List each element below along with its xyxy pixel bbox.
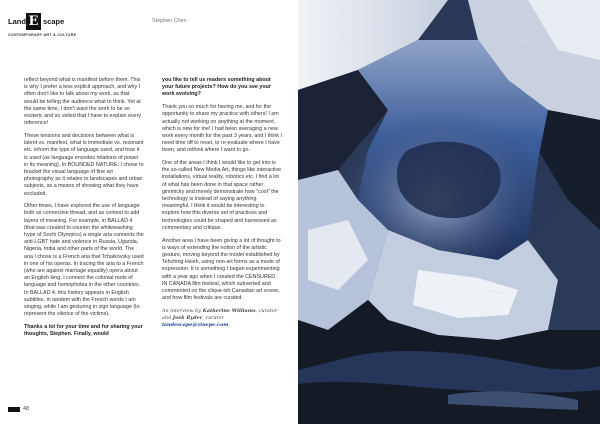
page-number-text: 48 — [23, 406, 30, 412]
left-text-column — [24, 77, 144, 344]
infrared-landscape-photo — [298, 0, 600, 424]
credit-name-1: Katherine Williams — [202, 307, 256, 314]
logo-text-scape: scape — [43, 17, 65, 26]
credit-email-link[interactable]: landescape@zinepe.com — [162, 321, 229, 328]
credit-role-1: , curator — [255, 307, 278, 314]
right-text-column — [162, 77, 282, 329]
logo-text-land: Land — [8, 17, 26, 26]
page-number — [8, 406, 29, 412]
body-paragraph: Another area I have been giving a lot of thought to is ways of extending the notion of the artistic gesture, moving beyond the model established by Tehching Hsieh, using non-art forms as a mode of expression. It is something I began experimenting with a year ago when I created the CENSURED. IN CANADA film festival, which subverted and commented on the clique-ish Canadian art scene, and how film festivals are curated. — [162, 237, 281, 302]
credit-and: and — [162, 314, 172, 321]
body-paragraph: Thank you so much for having me, and for the opportunity to share my practice with others! I am actually not working on anything at the moment, which is new for me! I had been averaging a new work every month for the past 3 years, and I think I need time off to reset, to re-evaluate where I have been, and rethink where I want to go. — [162, 104, 282, 154]
photo-illustration — [298, 0, 600, 424]
landescape-logo — [8, 13, 88, 39]
interview-credit — [162, 308, 282, 329]
body-paragraph: These tensions and decisions between what is latent vs. manifest, what is immediate vs. resonant etc. inform the type of language used, and how it is used (as language encodes relations of power in its meaning). In BOUNDED NATURE, I chose to bracket the visual language of fine art photography as it relates to landscapes and urban subjects, as a means of showing what they have excluded. — [24, 132, 144, 197]
header-author: Stephen Chen — [152, 18, 187, 24]
body-paragraph: One of the areas I think I would like to get into is the so-called New Media Art, things like interactive installations, virtual reality, robotics etc. I find a lot of what has been done in that space rather gimmicky and merely demonstrate how "cool" the technology is instead of saying anything meaningful. I think it would be interesting to explore how this diverse set of practices and technologies could be shaped and harnessed as commentary and critique. — [162, 160, 282, 231]
credit-name-2: Josh Ryder — [172, 314, 203, 321]
logo-letter-box: E — [26, 13, 41, 30]
credit-role-2: , curator — [202, 314, 224, 321]
logo-tagline: CONTEMPORARY ART & CULTURE — [8, 33, 77, 37]
interview-question: Thanks a lot for your time and for sharing your thoughts, Stephen. Finally, would — [24, 324, 143, 338]
body-paragraph: Other times, I have explored the use of language both as connective thread, and as context to add layers of meaning. For example, in BALLAD 4 (that was created to counter the whitewashing hype of Sochi Olympics) a single aria connects the anti-LGBT hate and violence in Russia, Uganda, Nigeria, India and other parts of the world. The aria I chose is a French aria that Tchaikovsky used in one of his operas. In tracing the aria to a French (who are against marriage equality) opera about an English king, I connect the colonial roots of language and homophobia in the other countries. In BALLAD 4, this history appears in English subtitles, in tandem with the French words I am singing, while I am gesturing in sign language (to represent the silence of the victims). — [24, 203, 144, 318]
body-paragraph: reflect beyond what is manifest before them. This is why I prefer a less explicit approach, and why I often don't like to talk about my work, as that would be telling the audience what to think. Yet at the same time, I don't want the work to be so esoteric and so veiled that I have to explain every reference! — [24, 77, 142, 127]
interview-question: you like to tell us readers something about your future projects? How do you see your work evolving? — [162, 77, 271, 98]
credit-prefix: An interview by — [162, 307, 202, 314]
page-number-bar — [8, 407, 20, 412]
